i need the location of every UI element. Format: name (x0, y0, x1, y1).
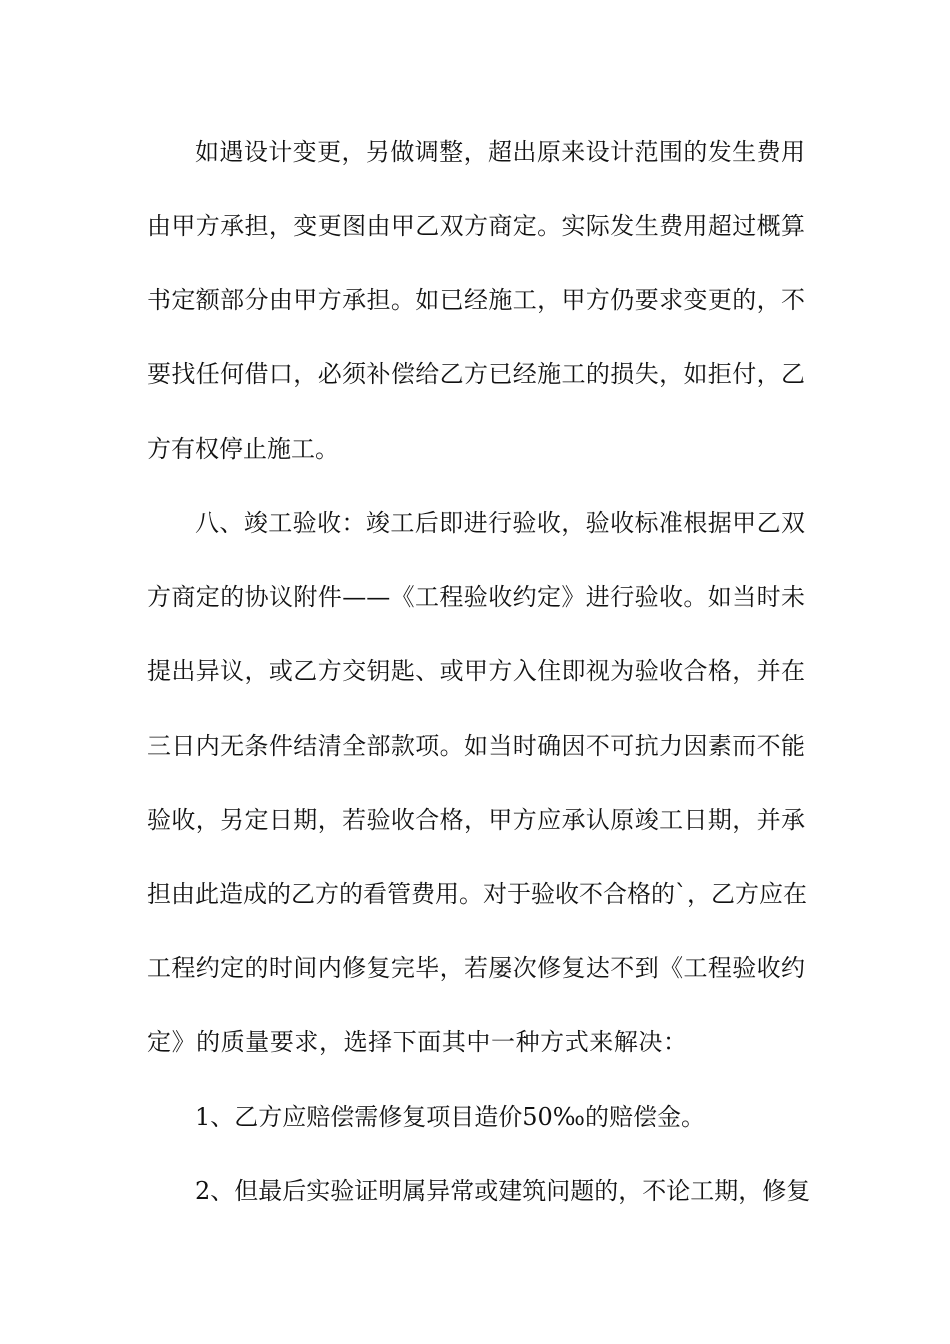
paragraph-line: 方商定的协议附件——《工程验收约定》进行验收。如当时未 (147, 583, 805, 611)
paragraph-line: 定》的质量要求，选择下面其中一种方式来解决： (147, 1028, 687, 1056)
paragraph-line: 提出异议，或乙方交钥匙、或甲方入住即视为验收合格，并在 (147, 657, 805, 685)
paragraph-line: 2、但最后实验证明属异常或建筑问题的，不论工期，修复 (195, 1177, 811, 1205)
paragraph-line: 由甲方承担，变更图由甲乙双方商定。实际发生费用超过概算 (147, 212, 805, 240)
paragraph-line: 担由此造成的乙方的看管费用。对于验收不合格的`，乙方应在 (147, 880, 807, 908)
paragraph-line: 要找任何借口，必须补偿给乙方已经施工的损失，如拒付，乙 (147, 360, 805, 388)
paragraph-line: 验收，另定日期，若验收合格，甲方应承认原竣工日期，并承 (147, 806, 805, 834)
paragraph-line: 三日内无条件结清全部款项。如当时确因不可抗力因素而不能 (147, 732, 805, 760)
paragraph-line: 八、竣工验收：竣工后即进行验收，验收标准根据甲乙双 (195, 509, 805, 537)
paragraph-line: 方有权停止施工。 (147, 435, 339, 463)
paragraph-line: 1、乙方应赔偿需修复项目造价50‰的赔偿金。 (195, 1103, 706, 1131)
paragraph-line: 书定额部分由甲方承担。如已经施工，甲方仍要求变更的，不 (147, 286, 805, 314)
paragraph-line: 工程约定的时间内修复完毕，若屡次修复达不到《工程验收约 (147, 954, 805, 982)
paragraph-line: 如遇设计变更，另做调整，超出原来设计范围的发生费用 (195, 138, 805, 166)
